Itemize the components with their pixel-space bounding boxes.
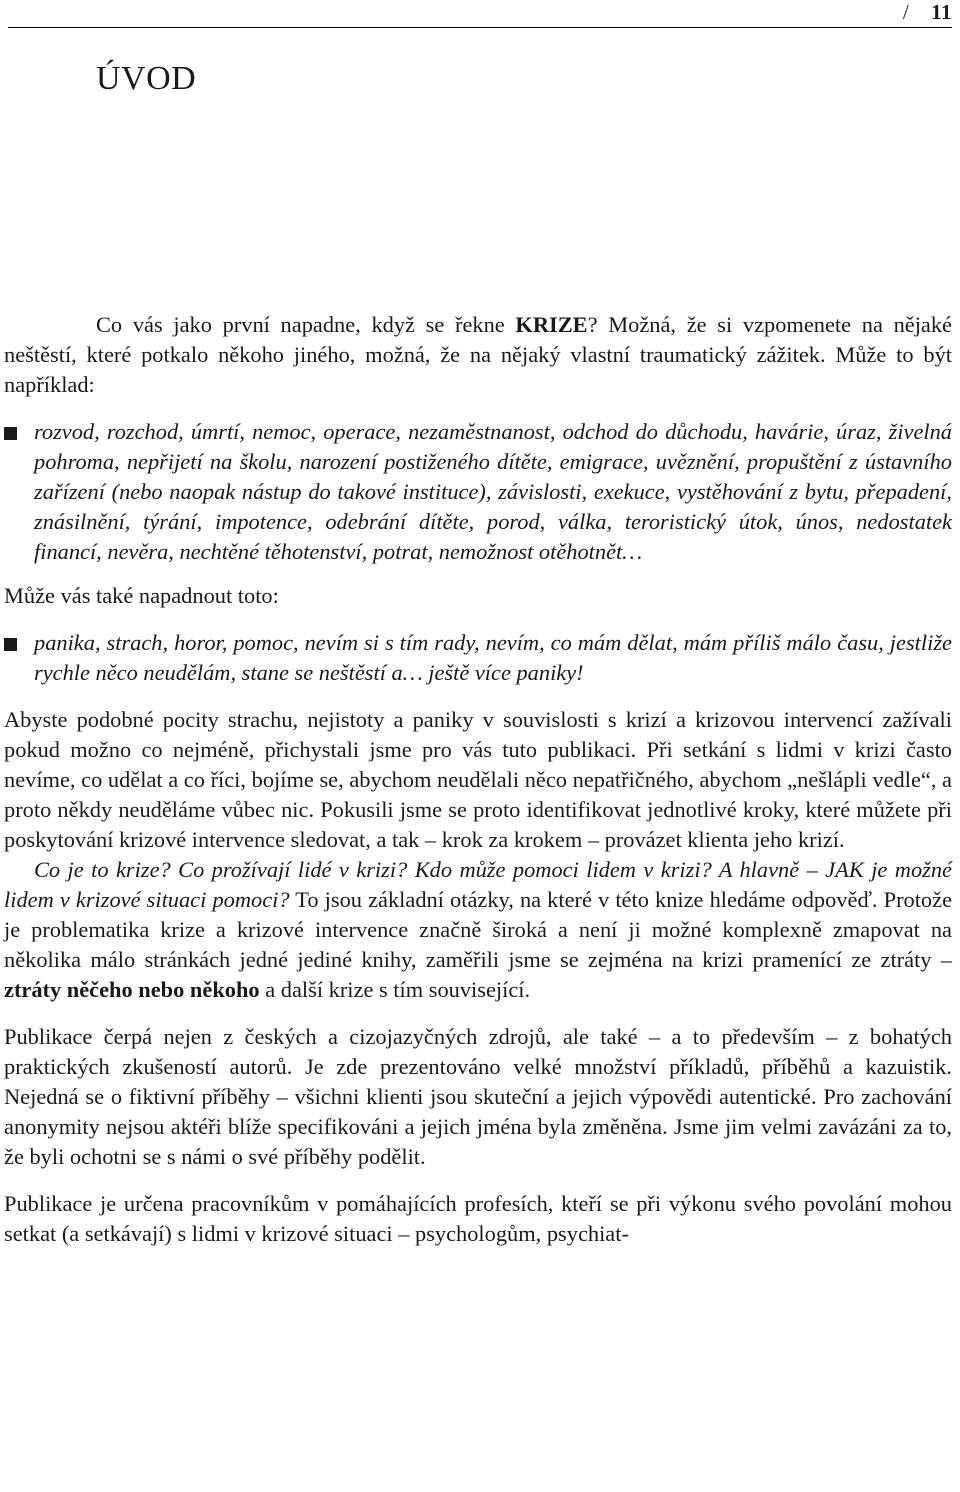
panic-bullet: [4, 628, 952, 688]
paragraph-2: [4, 855, 952, 1005]
page-body: [4, 310, 952, 1249]
intro-bold-term: KRIZE: [515, 312, 588, 337]
paragraph-2-text-2: a další krize s tím související.: [259, 977, 531, 1002]
square-bullet-icon: [4, 638, 17, 651]
square-bullet-icon: [4, 427, 17, 440]
crisis-examples-text: rozvod, rozchod, úmrtí, nemoc, operace, nezaměstnanost, odchod do důchodu, havárie, úraz, živelná pohroma, nepřijetí na školu, narození postiženého dítěte, emigrace, uvěznění, propuštění z ústavního zařízení (nebo naopak nástup do takové instituce), závislosti, exekuce, vystěhování z bytu, přepadení, znásilnění, týrání, impotence, odebrání dítěte, porod, válka, teroristický útok, únos, nedostatek financí, nevěra, nechtěné těhotenství, potrat, nemožnost otěhotnět…: [34, 419, 952, 564]
header-rule: [8, 27, 952, 28]
page-number: [903, 0, 952, 25]
header-separator: /: [902, 0, 910, 24]
paragraph-2-bold: ztráty něčeho nebo někoho: [4, 977, 260, 1002]
paragraph-2-text-1: To jsou základní otázky, na které v této knize hledáme odpověď. Protože je problematika krize a krizové intervence značně široká a není ji možné komplexně zmapovat na několika málo stránkách jedné jediné knihy, zaměřili jsme se zejména na krizi pramenící ze ztráty –: [4, 887, 953, 972]
intro-text-1: Co vás jako první napadne, když se řekne: [96, 312, 516, 337]
intro-paragraph: [4, 310, 952, 400]
crisis-examples-bullet: [4, 417, 952, 567]
page-number-value: 11: [931, 0, 952, 24]
panic-text: panika, strach, horor, pomoc, nevím si s tím rady, nevím, co mám dělat, mám příliš málo času, jestliže rychle něco neudělám, stane se neštěstí a… ještě více paniky!: [34, 630, 952, 685]
paragraph-1: Abyste podobné pocity strachu, nejistoty a paniky v souvislosti s krizí a krizovou intervencí zažívali pokud možno co nejméně, přichystali jsme pro vás tuto publikaci. Při setkání s lidmi v krizi často nevíme, co udělat a co říci, bojíme se, abychom neudělali něco nepatřičného, abychom „nešlápli vedle“, a proto někdy neuděláme vůbec nic. Pokusili jsme se proto identifikovat jednotlivé kroky, které můžete při poskytování krizové intervence sledovat, a tak – krok za krokem – provázet klienta jeho krizí.: [4, 707, 952, 852]
paragraph-2-questions: Co je to krize? Co prožívají lidé v krizi? Kdo může pomoci lidem v krizi? A hlavně – JAK je možné lidem v krizové situaci pomoci?: [4, 857, 952, 912]
paragraph-3: Publikace čerpá nejen z českých a cizojazyčných zdrojů, ale také – a to především – z bohatých praktických zkušeností autorů. Je zde prezentováno velké množství příkladů, příběhů a kazuistik. Nejedná se o fiktivní příběhy – všichni klienti jsou skuteční a jejich výpovědi autentické. Pro zachování anonymity nejsou aktéři blíže specifikováni a jejich jména byla změněna. Jsme jim velmi zavázáni za to, že byli ochotni se s námi o své příběhy podělit.: [4, 1024, 952, 1169]
chapter-title: ÚVOD: [96, 60, 197, 97]
intro-text-2: ? Možná, že si vzpomenete na nějaké neštěstí, které potkalo někoho jiného, možná, že na nějaký vlastní traumatický zážitek. Může to být například:: [4, 312, 952, 397]
paragraph-4: Publikace je určena pracovníkům v pomáhajících profesích, kteří se při výkonu svého povolání mohou setkat (a setkávají) s lidmi v krizové situaci – psychologům, psychiat-: [4, 1191, 952, 1246]
also-line: Může vás také napadnout toto:: [4, 583, 279, 608]
